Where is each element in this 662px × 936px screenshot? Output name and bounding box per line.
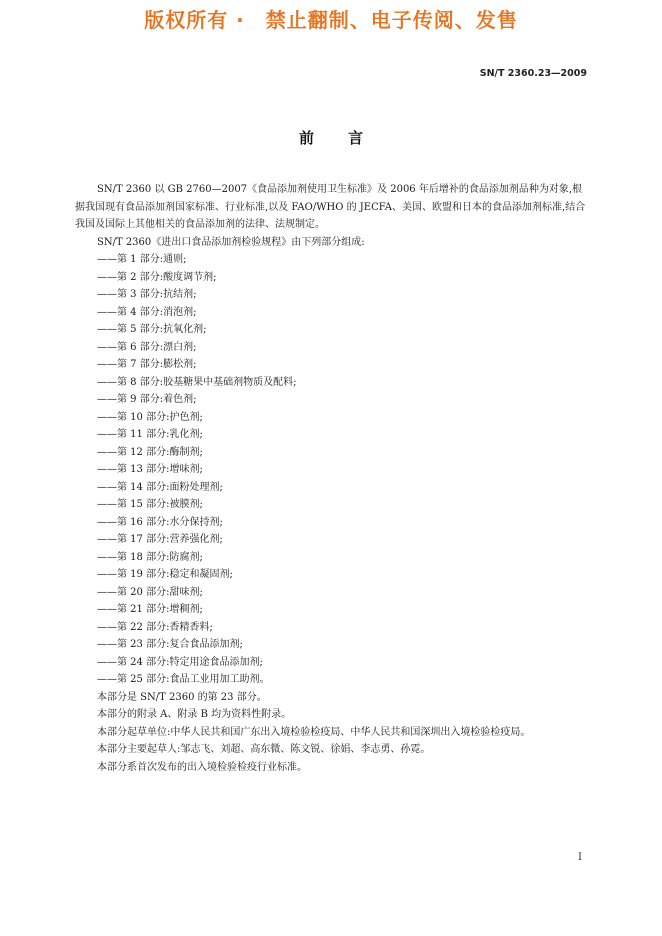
list-item: ——第 24 部分:特定用途食品添加剂; [97,656,263,668]
list-item: ——第 25 部分:食品工业用加工助剂。 [97,674,270,685]
list-item: ——第 22 部分:香精香料; [97,621,213,633]
document-body [75,181,589,776]
closing-paragraph-4: 本部分主要起草人:邹志飞、刘超、高东微、陈文锐、徐娟、李志勇、孙霓。 [97,744,431,755]
list-item: ——第 15 部分:被膜剂; [97,499,203,510]
list-item: ——第 5 部分:抗氧化剂; [97,324,207,335]
list-item: ——第 20 部分:甜味剂; [97,586,203,598]
closing-paragraph-3: 本部分起草单位:中华人民共和国广东出入境检验检疫局、中华人民共和国深圳出入境检验检疫局。 [97,726,531,738]
list-item: ——第 21 部分:增稠剂; [97,604,203,615]
closing-paragraph-5: 本部分系首次发布的出入境检验检疫行业标准。 [97,761,307,773]
standard-code: SN/T 2360.23—2009 [479,68,587,79]
list-item: ——第 18 部分:防腐剂; [97,551,203,563]
list-item: ——第 16 部分:水分保持剂; [97,516,223,528]
page-number: I [578,852,582,863]
page-title: 前言 [298,129,397,147]
closing-paragraph-1: 本部分是 SN/T 2360 的第 23 部分。 [97,691,267,703]
list-item: ——第 6 部分:漂白剂; [97,341,197,353]
list-item: ——第 10 部分:护色剂; [97,411,203,423]
list-item: ——第 7 部分:膨松剂; [97,359,197,370]
list-item: ——第 2 部分:酸度调节剂; [97,271,217,283]
list-item: ——第 12 部分:酶制剂; [97,446,203,458]
closing-paragraph-2: 本部分的附录 A、附录 B 均为资料性附录。 [97,709,292,720]
list-item: ——第 4 部分:消泡剂; [97,306,197,318]
list-item: ——第 14 部分:面粉处理剂; [97,481,223,493]
list-item: ——第 19 部分:稳定和凝固剂; [97,569,233,580]
parts-list [75,251,589,689]
list-item: ——第 8 部分:胶基糖果中基础剂物质及配料; [97,376,297,388]
list-item: ——第 11 部分:乳化剂; [97,429,203,440]
list-item: ——第 9 部分:着色剂; [97,394,197,405]
list-item: ——第 17 部分:营养强化剂; [97,534,223,545]
list-item: ——第 3 部分:抗结剂; [97,289,197,300]
intro-paragraph-2: SN/T 2360《进出口食品添加剂检验规程》由下列部分组成: [97,236,365,248]
intro-paragraph-1: SN/T 2360 以 GB 2760—2007《食品添加剂使用卫生标准》及 2006 年后增补的食品添加剂品种为对象,根据我国现有食品添加剂国家标准、行业标准,以及 FAO/WHO 的 JECFA、美国、欧盟和日本的食品添加剂标准,结合我国及国际上其他相关的食品添加剂的法律、法规制定。 [75,184,586,230]
list-item: ——第 1 部分:通则; [97,254,187,265]
list-item: ——第 23 部分:复合食品添加剂; [97,639,243,650]
list-item: ——第 13 部分:增味剂; [97,464,203,475]
copyright-banner: 版权所有 · 禁止翻制、电子传阅、发售 [144,8,518,32]
